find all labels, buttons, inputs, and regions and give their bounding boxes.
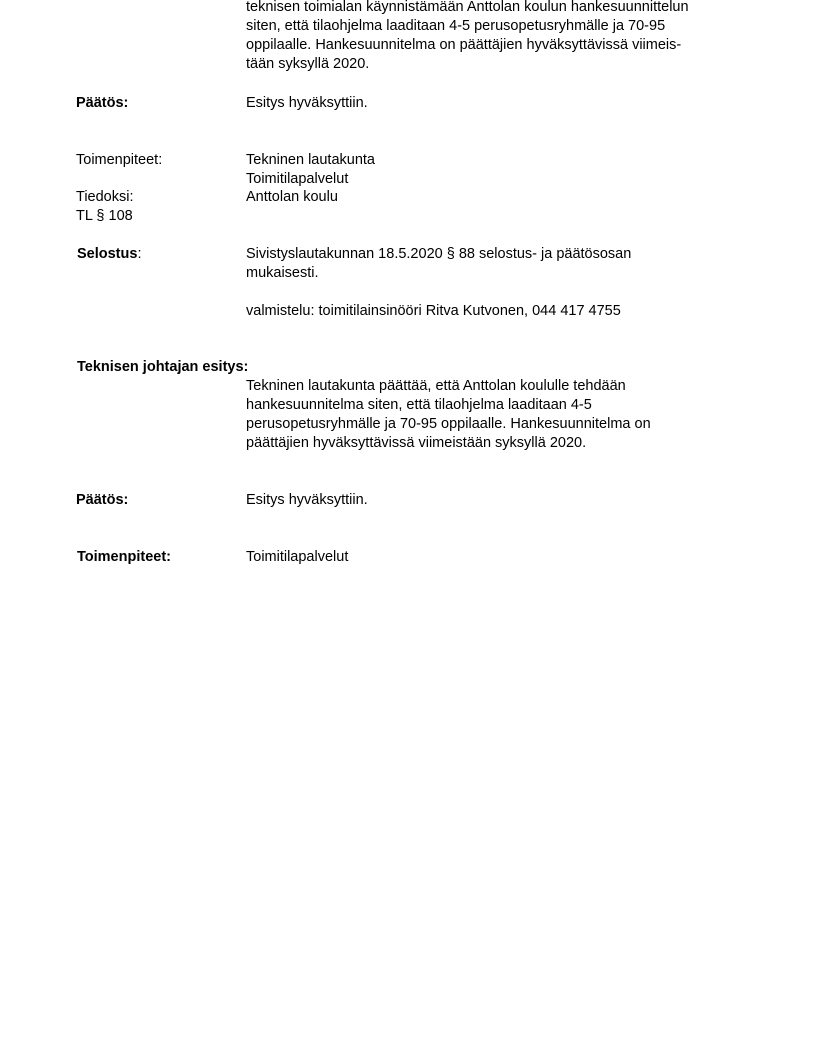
actions-label-2: Toimenpiteet: xyxy=(77,549,171,565)
proposal-text: Tekninen lautakunta päättää, että Anttolan koululle tehdään hankesuunnitelma siten, että tilaohjelma laaditaan 4-5 perusopetusryhmälle ja 70-95 oppilaalle. Hankesuunnitelma on päättäjien hyväksyttävissä viimeistään syksyllä 2020. xyxy=(246,378,651,451)
decision-label-2: Päätös: xyxy=(76,492,129,508)
selostus-label xyxy=(77,245,141,264)
actions-label: Toimenpiteet: xyxy=(76,152,163,168)
selostus-label-word: Selostus xyxy=(77,246,138,262)
continuation-paragraph: teknisen toimialan käynnistämään Anttolan koulun hankesuunnittelun siten, että tilaohjelma laaditaan 4-5 perusopetusryhmälle ja 70-95 oppilaalle. Hankesuunnitelma on päättäjien hyväksyttävissä viimeis- tään syksyllä 2020. xyxy=(246,0,689,72)
preparer-text: valmistelu: toimitilainsinööri Ritva Kutvonen, 044 417 4755 xyxy=(246,303,621,319)
decision-text-2: Esitys hyväksyttiin. xyxy=(246,492,368,508)
actions-text: Tekninen lautakunta Toimitilapalvelut xyxy=(246,152,375,187)
decision-label: Päätös: xyxy=(76,95,129,111)
info-label: Tiedoksi: xyxy=(76,189,134,205)
decision-text: Esitys hyväksyttiin. xyxy=(246,95,368,111)
proposal-label: Teknisen johtajan esitys: xyxy=(77,359,249,375)
selostus-text: Sivistyslautakunnan 18.5.2020 § 88 selostus- ja päätösosan mukaisesti. xyxy=(246,246,632,281)
info-text: Anttolan koulu xyxy=(246,189,338,205)
actions-text-2: Toimitilapalvelut xyxy=(246,549,349,565)
selostus-label-colon: : xyxy=(137,246,142,262)
reference-text: TL § 108 xyxy=(76,208,133,224)
